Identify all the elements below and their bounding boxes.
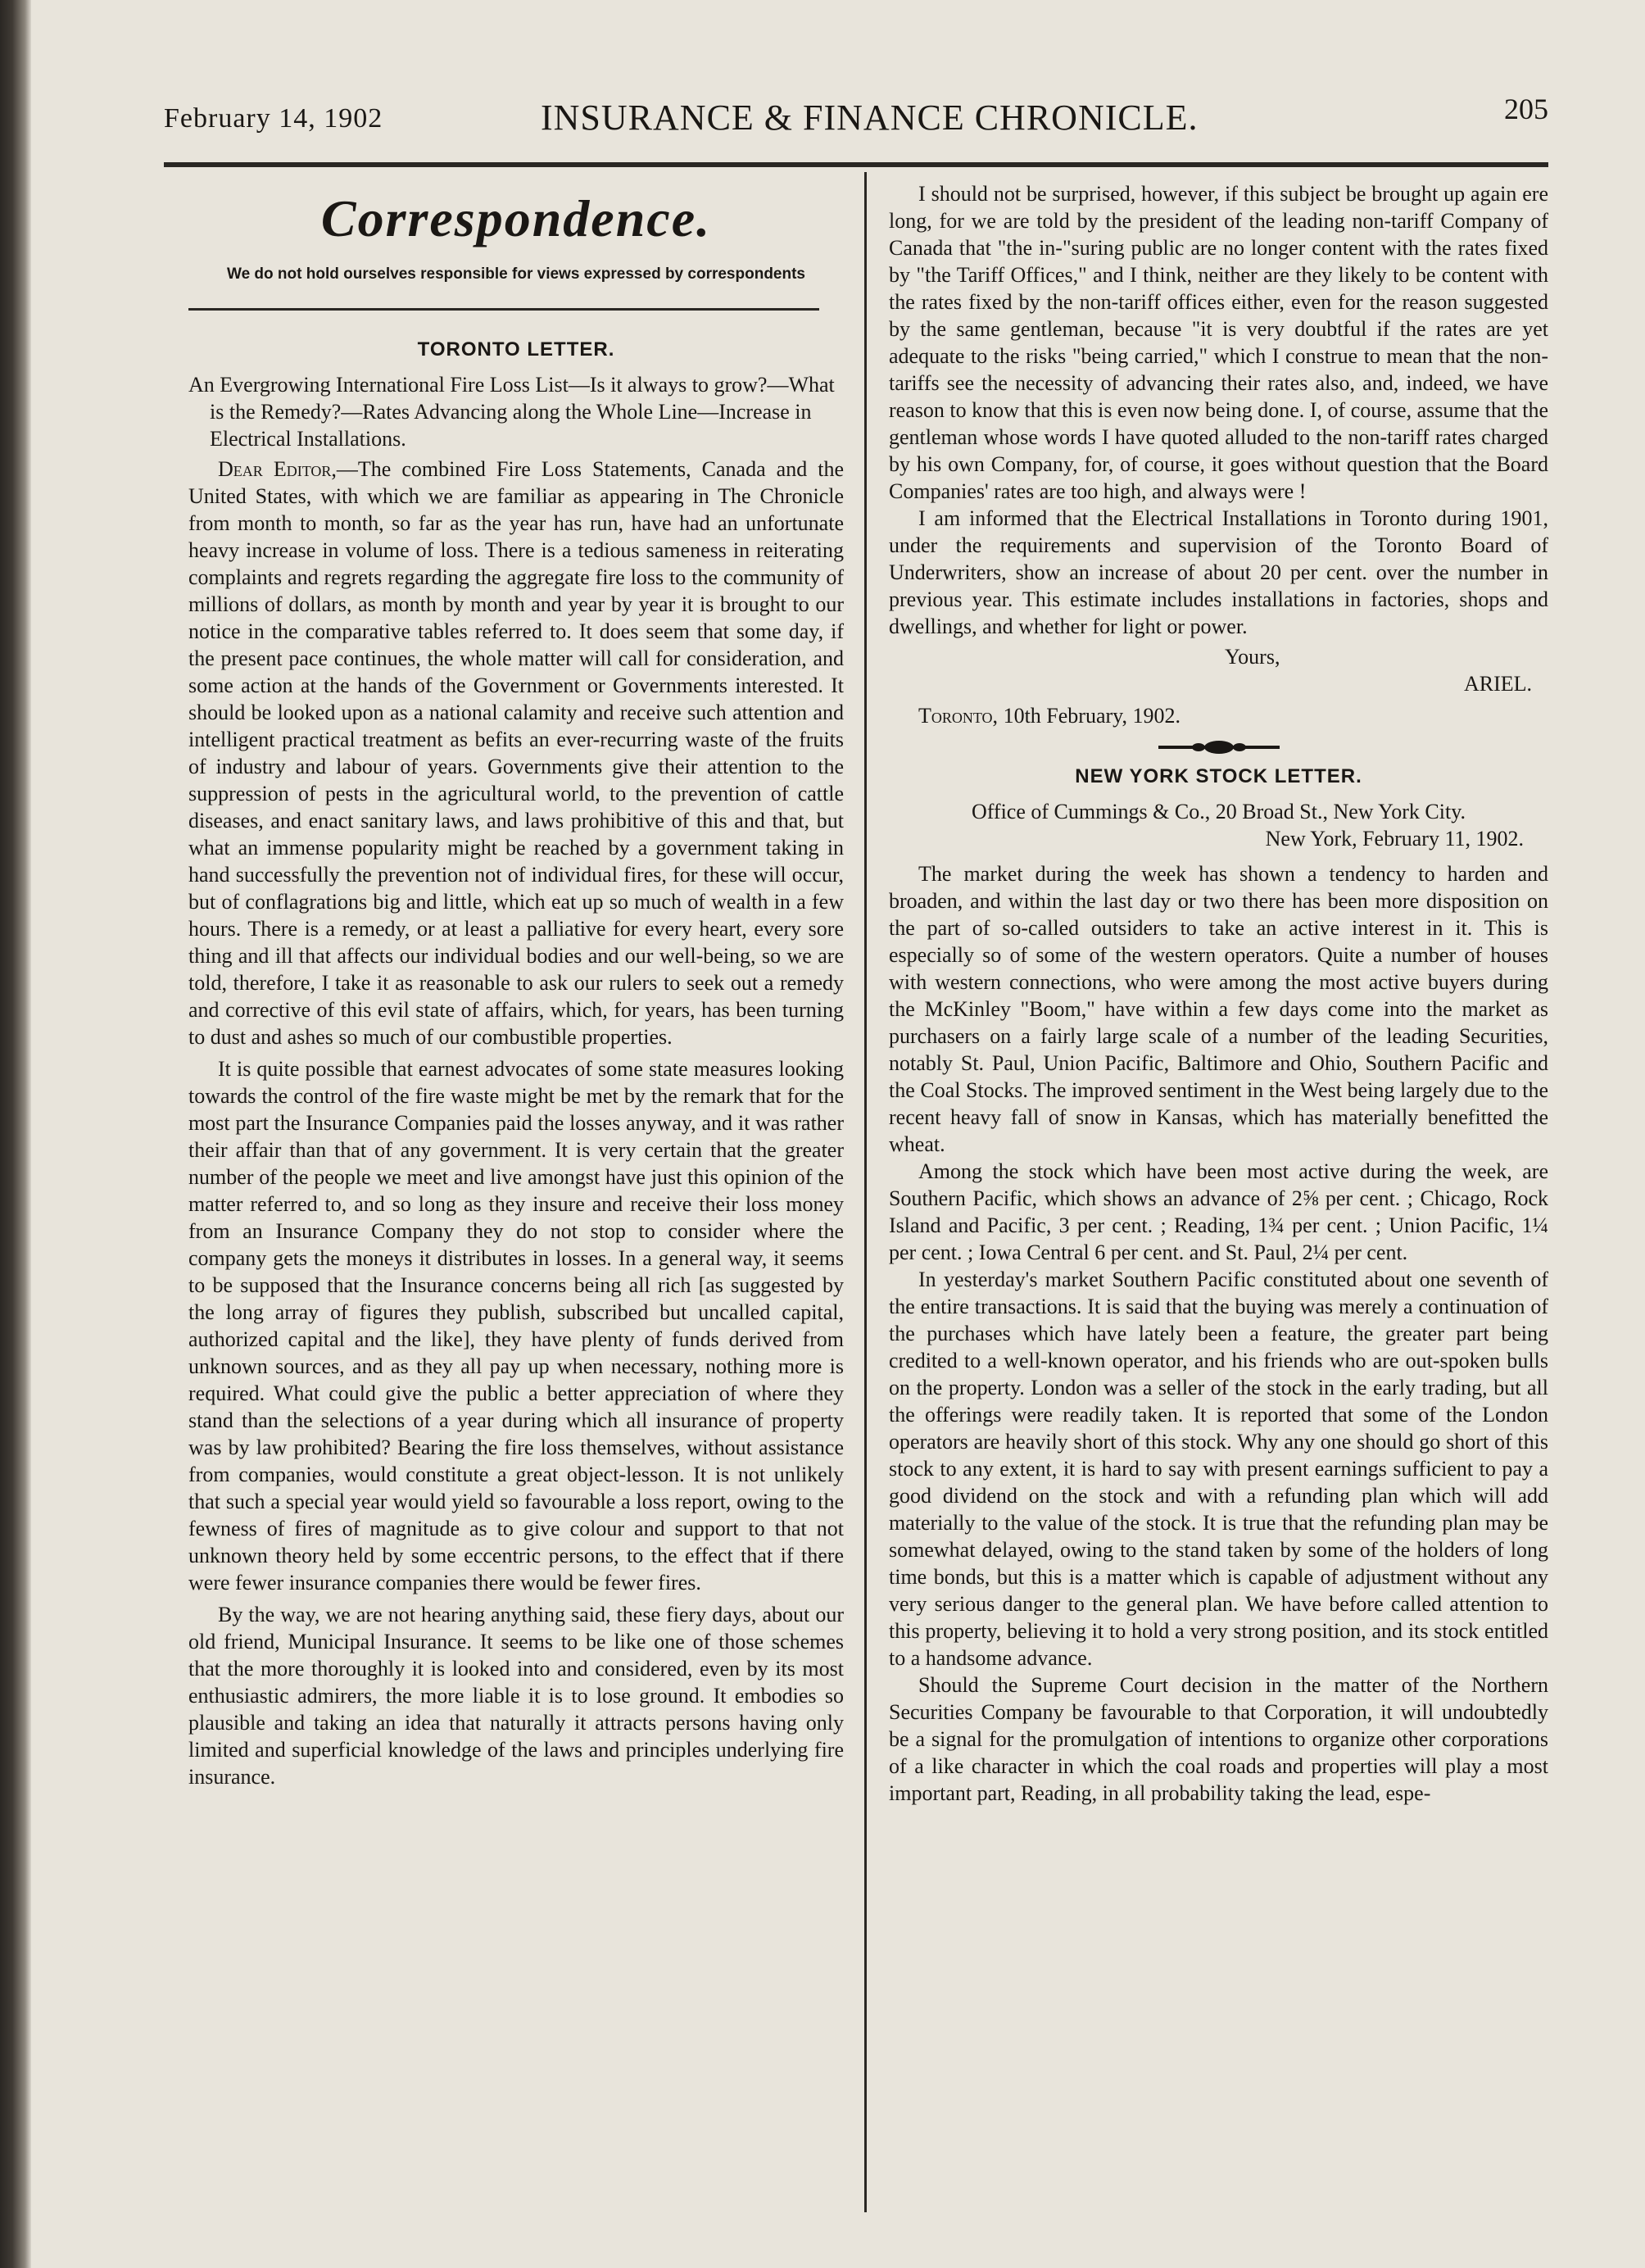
page-header <box>164 92 1548 141</box>
toronto-paragraph-4: I should not be surprised, however, if this subject be brought up again ere long, for we are told by the president of the leading non-tariff Company of Canada that "the in-"suring public are no longer content with the rates fixed by "the Tariff Offices," and I think, neither are they likely to be content with the rates fixed by the non-tariff offices either, even for the reason suggested by the same gentleman, because "it is very doubtful if the rates are yet adequate to the risks "being carried," which I construe to mean that the non-tariffs see the necessity of advancing their rates also, and, indeed, we have reason to know that this is even now being done. I, of course, assume that the gentleman whose words I have quoted alluded to the non-tariff rates charged by his own Company, for, of course, it goes without question that the Board Companies' rates are too high, and always were ! <box>889 182 1548 503</box>
new-york-paragraph-3: In yesterday's market Southern Pacific constituted about one seventh of the entire transactions. It is said that the buying was merely a continuation of the purchases which have lately been a feature, the greater part being credited to a well-known operator, and his friends who are out-spoken bulls on the property. London was a seller of the stock in the early trading, but all the offerings were readily taken. It is reported that some of the London operators are heavily short of this stock. Why any one should go short of this stock to any extent, it is hard to say with present earnings sufficient to pay a good dividend on the stock and with a refunding plan which will add materially to the value of the stock. It is true that the refunding plan may be somewhat delayed, owing to the stand taken by some of the holders of long time bonds, but this is a matter which is capable of adjustment without any very serious danger to the general plan. We have before called attention to this property, believing it to hold a very strong position, and its stock entitled to a handsome advance. <box>889 1268 1548 1670</box>
toronto-paragraph-1-text: —The combined Fire Loss Statements, Canada and the United States, with which we are familiar as appearing in The Chronicle from month to month, so far as the year has run, have had an unfortunate heavy increase in volume of loss. There is a tedious sameness in reiterating complaints and regrets regarding the aggregate fire loss to the community of millions of dollars, as month by month and year by year it is brought to our notice in the comparative tables referred to. It does seem that some day, if the present pace continues, the whole matter will call for consideration, and some action at the hands of the Government or Governments interested. It should be looked upon as a national calamity and receive such attention and intelligent practical treatment as befits an ever-recurring waste of the fruits of industry and labour of years. Governments give their attention to the suppression of pests in the agricultural world, to the prevention of cattle diseases, and enact sanitary laws, and laws prohibitive of this and that, but what an immense popularity might be reached by a government taking in hand successfully the prevention not of individual fires, for these will occur, but of conflagrations big and little, which eat up so much of wealth in a few hours. There is a remedy, or at least a palliative for every heart, every sore thing and ill that affects our individual bodies and our well-being, so we are told, therefore, I take it as reasonable to ask our rulers to seek out a remedy and corrective of this evil state of affairs, which, for years, has been turning to dust and ashes so much of our combustible properties. <box>188 457 844 1049</box>
office-date: New York, February 11, 1902. <box>1265 827 1524 850</box>
header-rule <box>164 162 1548 167</box>
dateline-place: Toronto, <box>918 704 999 728</box>
page-number: 205 <box>1504 93 1548 125</box>
new-york-paragraph-4: Should the Supreme Court decision in the matter of the Northern Securities Company be favourable to that Corporation, it will undoubtedly be a signal for the promulgation of intentions to organize other corporations of a like character in which the coal roads and properties will play a most important part, Reading, in all probability taking the lead, espe- <box>889 1673 1548 1805</box>
right-column <box>889 180 1548 1807</box>
dateline <box>889 702 1548 729</box>
new-york-paragraph-2: Among the stock which have been most active during the week, are Southern Pacific, which shows an advance of 2⅝ per cent. ; Chicago, Rock Island and Pacific, 3 per cent. ; Reading, 1¾ per cent. ; Union Pacific, 1¼ per cent. ; Iowa Central 6 per cent. and St. Paul, 2¼ per cent. <box>889 1159 1548 1264</box>
closing-yours: Yours, <box>1225 645 1280 669</box>
binding-shadow <box>0 0 31 2268</box>
newspaper-page <box>25 0 1645 2268</box>
dateline-date: 10th February, 1902. <box>1003 704 1181 728</box>
section-rule <box>188 308 819 311</box>
new-york-letter-title: NEW YORK STOCK LETTER. <box>1075 765 1362 787</box>
salutation: Dear Editor, <box>218 457 337 481</box>
correspondence-masthead: Correspondence. <box>320 189 712 247</box>
disclaimer: We do not hold ourselves responsible for views expressed by correspondents <box>226 265 805 283</box>
left-column <box>188 180 844 1790</box>
toronto-paragraph-5: I am informed that the Electrical Installations in Toronto during 1901, under the requirements and supervision of the Toronto Board of Underwriters, show an increase of about 20 per cent. over the number in previous year. This estimate includes installations in factories, shops and dwellings, and whether for light or power. <box>889 506 1548 638</box>
signature: ARIEL. <box>1463 672 1532 696</box>
office-line: Office of Cummings & Co., 20 Broad St., New York City. <box>971 800 1466 823</box>
header-date: February 14, 1902 <box>164 103 383 134</box>
new-york-paragraph-1: The market during the week has shown a tendency to harden and broaden, and within the last day or two there has been more disposition on the part of so-called outsiders to take an active interest in it. This is especially so of some of the western operators. Quite a number of houses with western connections, who were among the most active buyers during the McKinley "Boom," have within a few days come into the market as purchasers on a fairly large scale of a number of the leading Securities, notably St. Paul, Union Pacific, Baltimore and Ohio, Southern Pacific and the Coal Stocks. The improved sentiment in the West being largely due to the recent heavy fall of snow in Kansas, which has materially benefitted the wheat. <box>889 862 1548 1156</box>
header-title: INSURANCE & FINANCE CHRONICLE. <box>541 98 1199 138</box>
toronto-paragraph-3: By the way, we are not hearing anything said, these fiery days, about our old friend, Municipal Insurance. It seems to be like one of those schemes that the more thoroughly it is looked into and considered, even by its most enthusiastic admirers, the more liable it is to lose ground. It embodies so plausible and taking an idea that naturally it attracts persons having only limited and superficial knowledge of the laws and principles underlying fire insurance. <box>188 1603 844 1789</box>
section-ornament <box>889 737 1548 760</box>
ornament-rule-icon <box>1153 737 1285 757</box>
column-divider <box>864 172 867 2212</box>
toronto-paragraph-1 <box>188 456 844 1050</box>
toronto-letter-subhead: An Evergrowing International Fire Loss List—Is it always to grow?—What is the Remedy?—Rates Advancing along the Whole Line—Increase in Electrical Installations. <box>188 373 835 451</box>
toronto-paragraph-2: It is quite possible that earnest advocates of some state measures looking towards the control of the fire waste might be met by the remark that for the most part the Insurance Companies paid the losses anyway, and it was rather their affair than that of any government. It is very certain that the greater number of the people we meet and live amongst have just this opinion of the matter referred to, and so long as they insure and receive their loss money from an Insurance Company they do not stop to consider where the company gets the moneys it distributes in losses. In a general way, it seems to be supposed that the Insurance concerns being all rich [as suggested by the long array of figures they publish, subscribed but uncalled capital, authorized capital and the like], they have plenty of funds derived from unknown sources, and as they all pay up when necessary, nothing more is required. What could give the public a better appreciation of where they stand than the selections of a year during which all insurance of property was by law prohibited? Bearing the fire loss themselves, without assistance from companies, would constitute a great object-lesson. It is not unlikely that such a special year would yield so favourable a loss report, owing to the fewness of fires of magnitude as to give colour and support to that not unknown theory held by some eccentric persons, to the effect that if there were fewer insurance companies there would be fewer fires. <box>188 1057 844 1594</box>
toronto-letter-title: TORONTO LETTER. <box>417 338 615 361</box>
